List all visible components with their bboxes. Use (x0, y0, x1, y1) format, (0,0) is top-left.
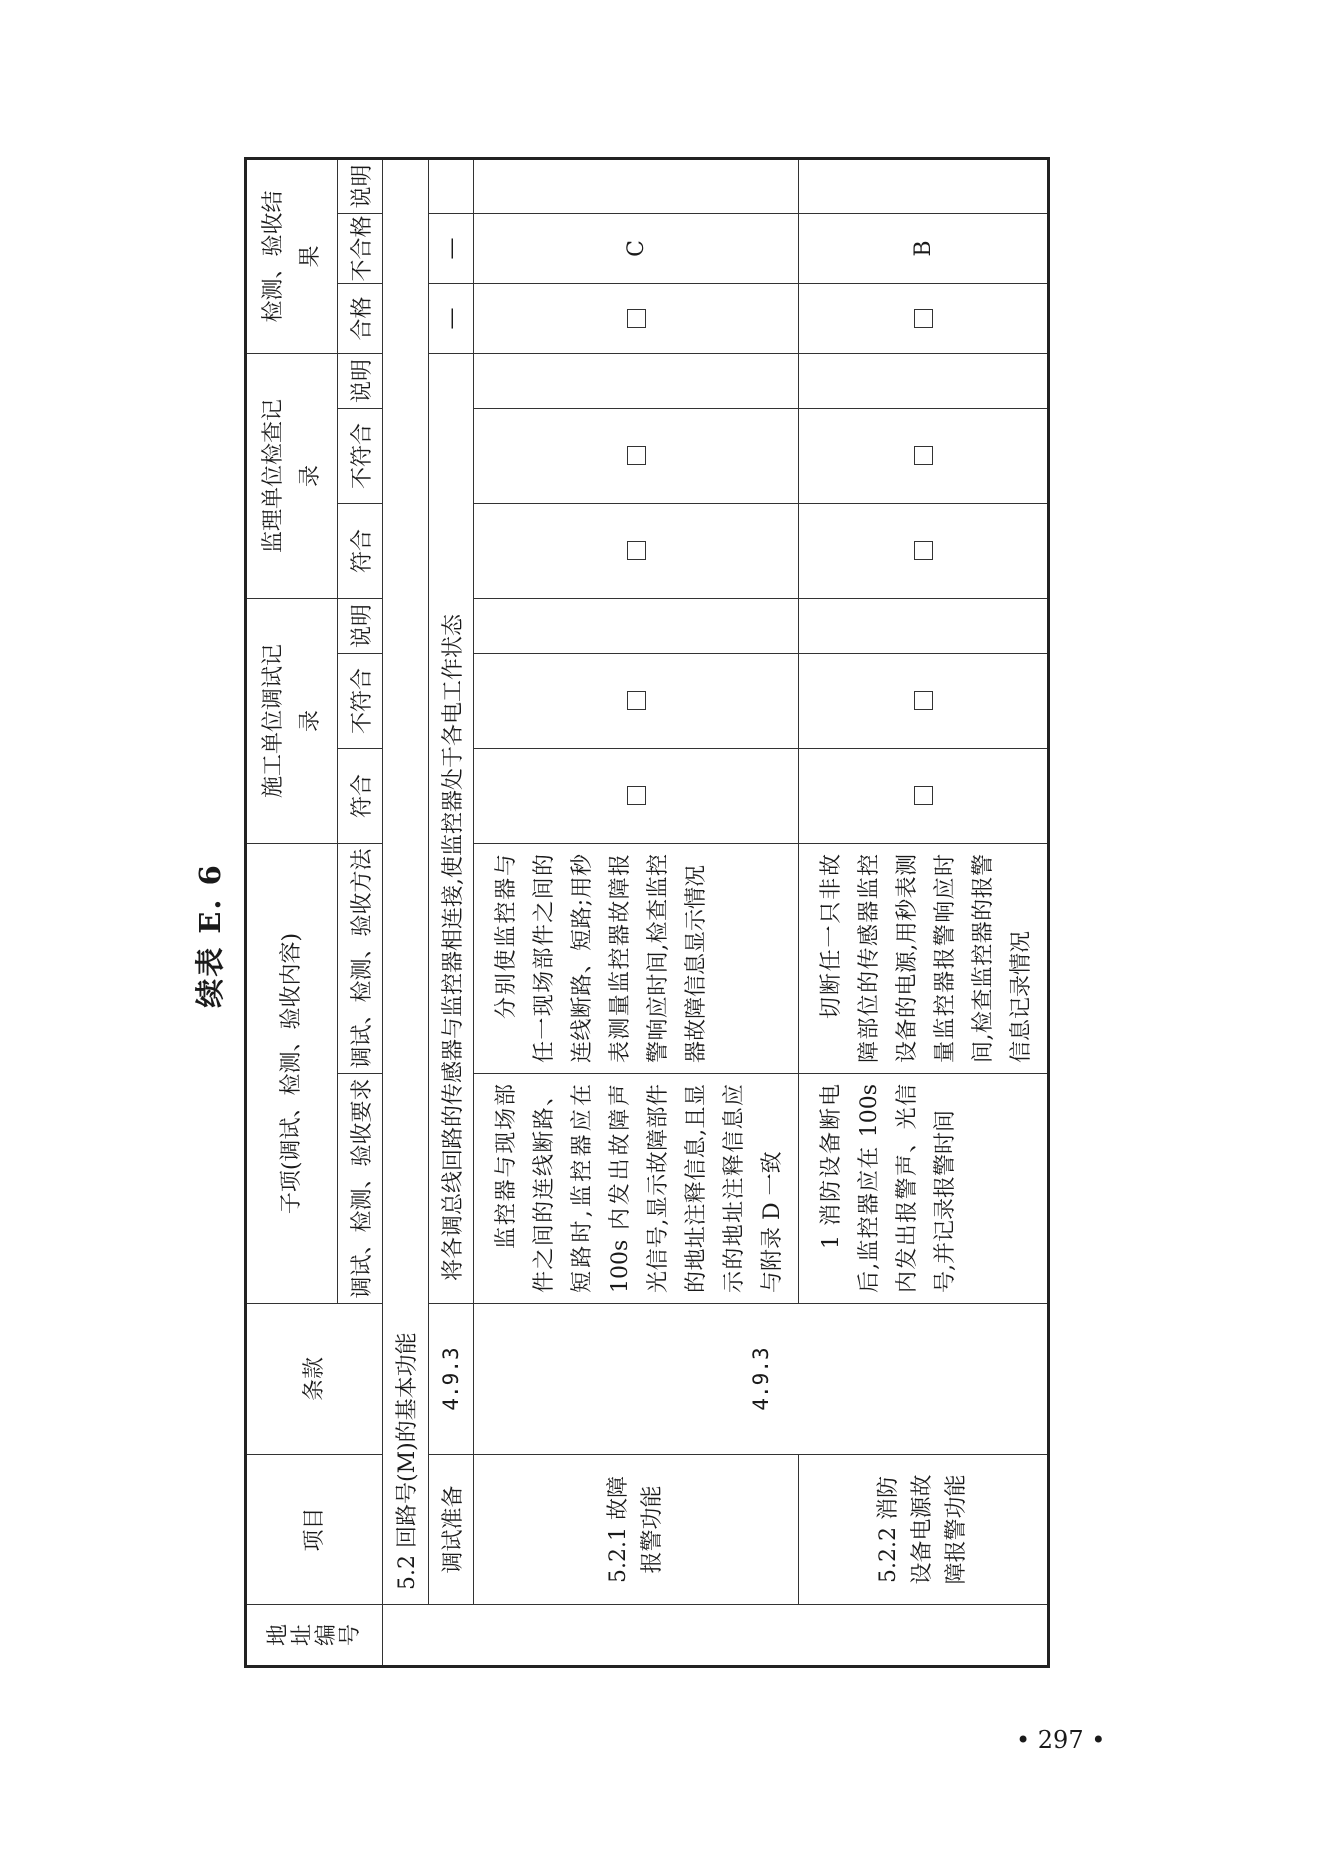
header-project: 项目 (246, 1455, 383, 1605)
row-1-construction-conform (474, 748, 799, 843)
row-1-project: 5.2.1 故障报警功能 (474, 1455, 799, 1605)
row-1-supervision-not-conform (474, 408, 799, 503)
checkbox[interactable] (914, 786, 933, 805)
row-1-supervision-note (474, 353, 799, 408)
page-number: • 297 • (1016, 1726, 1106, 1754)
prep-unqualified: — (429, 213, 474, 283)
section-heading: 5.2 回路号(M)的基本功能 (383, 158, 429, 1604)
table-title: 续表 E. 6 (193, 863, 227, 1008)
row-1-method-text: 分别使监控器与任一现场部件之间的连线断路、短路;用秒表测量监控器故障报警响应时间,检查监控器故障信息显示情况 (494, 853, 709, 1063)
row-2-supervision-conform (799, 503, 1049, 598)
checkbox[interactable] (627, 446, 646, 465)
checkbox[interactable] (914, 446, 933, 465)
row-1-method (474, 843, 799, 1073)
header-not-conform-2: 不符合 (338, 408, 383, 503)
header-address-no: 地址编号 (246, 1605, 383, 1667)
header-requirement: 调试、检测、验收要求 (338, 1074, 383, 1304)
row-2-requirement (799, 1074, 1049, 1304)
row-2-qualified (799, 283, 1049, 353)
row-2-method (799, 843, 1049, 1073)
prep-label: 调试准备 (429, 1455, 474, 1605)
header-qualified: 合格 (338, 283, 383, 353)
header-construction: 施工单位调试记录 (246, 598, 338, 843)
header-subitem: 子项(调试、检测、验收内容) (246, 843, 338, 1303)
checkbox[interactable] (627, 309, 646, 328)
header-supervision: 监理单位检查记录 (246, 353, 338, 598)
prep-qualified: — (429, 283, 474, 353)
checkbox[interactable] (627, 786, 646, 805)
prep-note (429, 158, 474, 213)
row-2-supervision-note (799, 353, 1049, 408)
row-2-construction-conform (799, 748, 1049, 843)
rows-clause: 4.9.3 (474, 1304, 1049, 1455)
inspection-table (244, 157, 1050, 1668)
row-2-supervision-not-conform (799, 408, 1049, 503)
row-2-grade: B (799, 213, 1049, 283)
row-2-note (799, 158, 1049, 213)
row-2-project: 5.2.2 消防设备电源故障报警功能 (799, 1455, 1049, 1605)
prep-text: 将各调总线回路的传感器与监控器相连接,使监控器处于各电工作状态 (429, 353, 474, 1303)
row-2-construction-note (799, 598, 1049, 653)
row-1-grade: C (474, 213, 799, 283)
row-1-construction-not-conform (474, 653, 799, 748)
header-conform-2: 符合 (338, 503, 383, 598)
address-cell (383, 1605, 1049, 1667)
row-1-requirement (474, 1074, 799, 1304)
row-1-note (474, 158, 799, 213)
row-1-requirement-text: 监控器与现场部件之间的连线断路、短路时,监控器应在 100s 内发出故障声光信号,显示故障部件的地址注释信息,且显示的地址注释信息应与附录 D 一致 (494, 1084, 785, 1293)
row-1-qualified (474, 283, 799, 353)
header-result: 检测、验收结果 (246, 158, 338, 353)
header-clause: 条款 (246, 1304, 383, 1455)
header-note-3: 说明 (338, 158, 383, 213)
checkbox[interactable] (627, 541, 646, 560)
header-method: 调试、检测、验收方法 (338, 843, 383, 1073)
row-2-method-text: 切断任一只非故障部位的传感器监控设备的电源,用秒表测量监控器报警响应时间,检查监控器的报警信息记录情况 (819, 853, 1034, 1063)
prep-clause: 4.9.3 (429, 1304, 474, 1455)
header-note-2: 说明 (338, 353, 383, 408)
header-not-conform-1: 不符合 (338, 653, 383, 748)
row-1-supervision-conform (474, 503, 799, 598)
header-conform-1: 符合 (338, 748, 383, 843)
checkbox[interactable] (914, 309, 933, 328)
header-note-1: 说明 (338, 598, 383, 653)
checkbox[interactable] (914, 541, 933, 560)
checkbox[interactable] (914, 691, 933, 710)
row-1-construction-note (474, 598, 799, 653)
row-2-construction-not-conform (799, 653, 1049, 748)
header-unqualified: 不合格 (338, 213, 383, 283)
checkbox[interactable] (627, 691, 646, 710)
row-2-requirement-text: 1 消防设备断电后,监控器应在 100s 内发出报警声、光信号,并记录报警时间 (819, 1084, 958, 1293)
